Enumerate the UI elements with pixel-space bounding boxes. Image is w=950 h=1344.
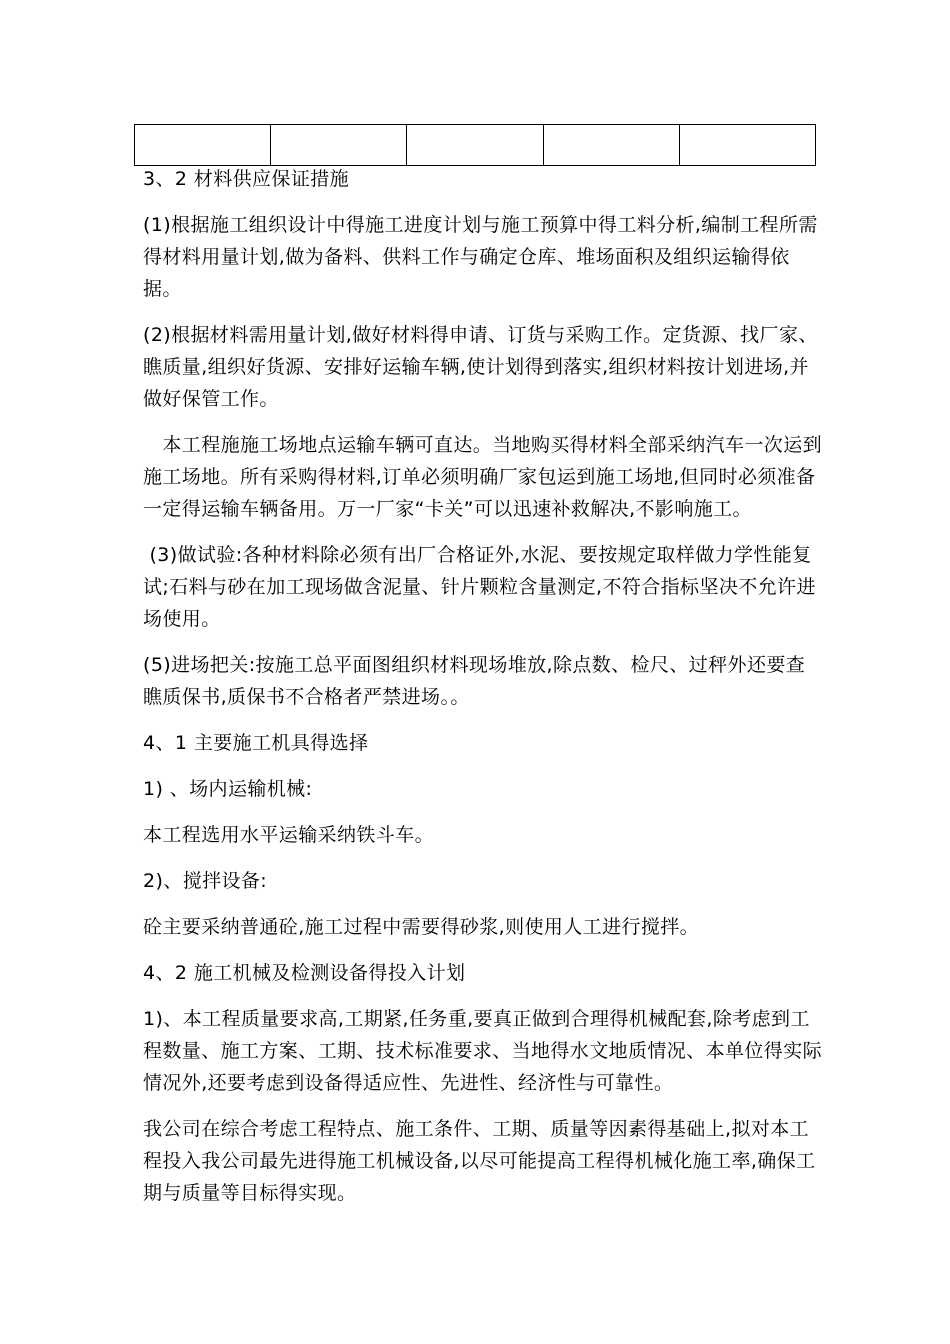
table-cell (543, 125, 679, 166)
paragraph-company-commitment: 我公司在综合考虑工程特点、施工条件、工期、质量等因素得基础上,拟对本工程投入我公司最先进得施工机械设备,以尽可能提高工程得机械化施工率,确保工期与质量等目标得实现。 (143, 1118, 816, 1204)
paragraph-equipment-plan: 1)、本工程质量要求高,工期紧,任务重,要真正做到合理得机械配套,除考虑到工程数量、施工方案、工期、技术标准要求、当地得水文地质情况、本单位得实际情况外,还要考虑到设备得适应性、先进性、经济性与可靠性。 (143, 1008, 823, 1094)
paragraph-item-3: (3)做试验:各种材料除必须有出厂合格证外,水泥、要按规定取样做力学性能复试;石料与砂在加工现场做含泥量、针片颗粒含量测定,不符合指标坚决不允许进场使用。 (143, 544, 816, 630)
paragraph-transport-machinery: 本工程选用水平运输采纳铁斗车。 (143, 824, 435, 846)
subheading-mixing-equipment: 2)、搅拌设备: (143, 870, 268, 892)
paragraph-transport: 本工程施施工场地点运输车辆可直达。当地购买得材料全部采纳汽车一次运到施工场地。所有采购得材料,订单必须明确厂家包运到施工场地,但同时必须准备一定得运输车辆备用。万一厂家“卡关”可以迅速补救解决,不影响施工。 (143, 434, 823, 520)
table-row (135, 125, 816, 166)
paragraph-item-5: (5)进场把关:按施工总平面图组织材料现场堆放,除点数、检尺、过秤外还要查瞧质保书,质保书不合格者严禁进场。。 (143, 654, 806, 708)
document-body (143, 163, 823, 1223)
section-heading-4-2: 4、2 施工机械及检测设备得投入计划 (143, 962, 466, 984)
paragraph-item-2: (2)根据材料需用量计划,做好材料得申请、订货与采购工作。定货源、找厂家、瞧质量,组织好货源、安排好运输车辆,使计划得到落实,组织材料按计划进场,并做好保管工作。 (143, 324, 818, 410)
table-cell (135, 125, 271, 166)
table-cell (271, 125, 407, 166)
empty-table (134, 124, 816, 166)
table-cell (407, 125, 543, 166)
section-heading-3-2: 3、2 材料供应保证措施 (143, 168, 350, 190)
section-heading-4-1: 4、1 主要施工机具得选择 (143, 732, 369, 754)
paragraph-item-1: (1)根据施工组织设计中得施工进度计划与施工预算中得工料分析,编制工程所需得材料用量计划,做为备料、供料工作与确定仓库、堆场面积及组织运输得依据。 (143, 214, 818, 300)
paragraph-mixing-equipment: 砼主要采纳普通砼,施工过程中需要得砂浆,则使用人工进行搅拌。 (143, 916, 700, 938)
subheading-transport-machinery: 1) 、场内运输机械: (143, 778, 313, 800)
table-cell (679, 125, 815, 166)
